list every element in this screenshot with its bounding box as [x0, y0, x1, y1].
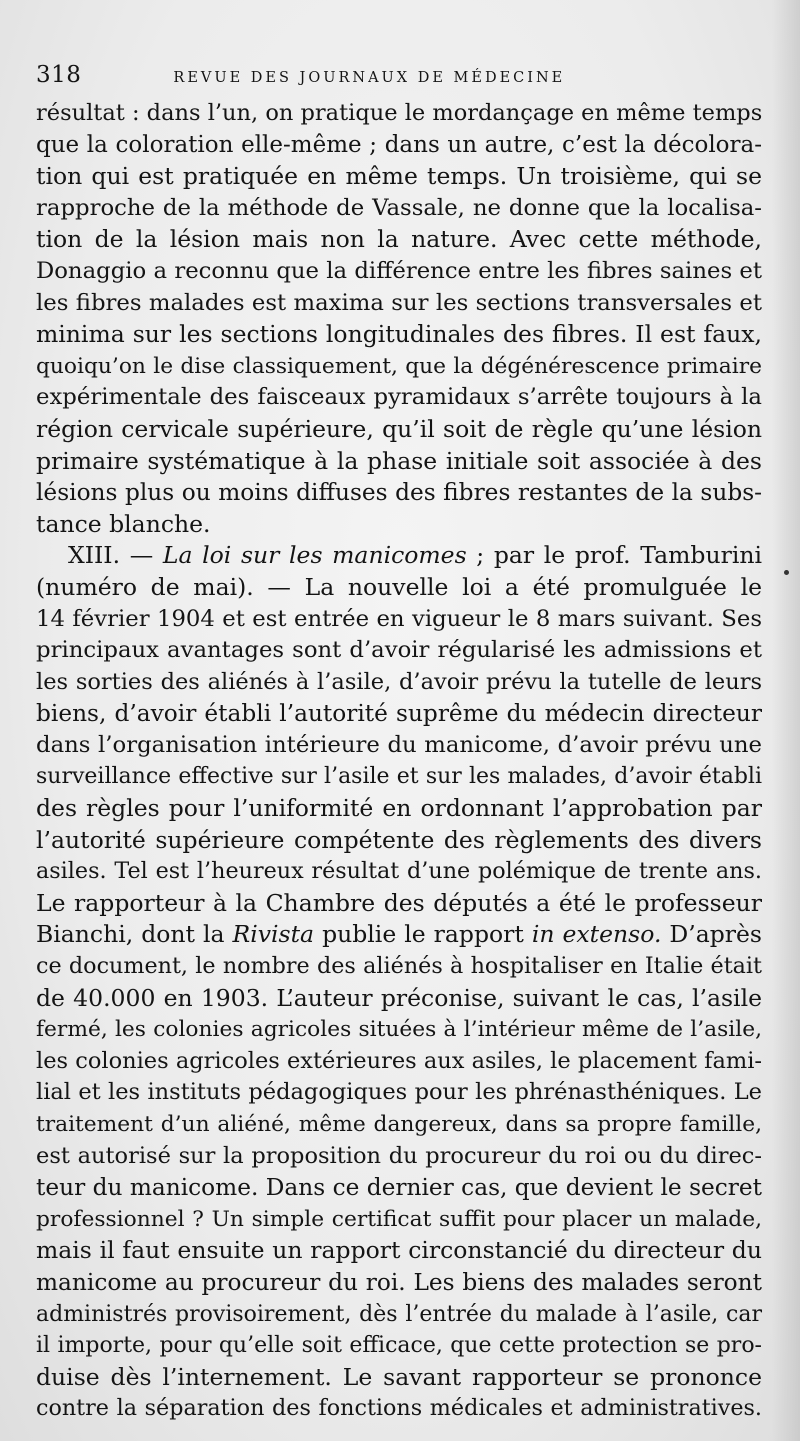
section-author: ; par le prof. Tamburini — [466, 541, 762, 570]
rivista-middle: publie le rapport — [314, 920, 532, 949]
text-line: professionnel ? Un simple certificat suffit pour placer un malade, — [36, 1206, 762, 1232]
text-line: traitement d’un aliéné, même dangereux, dans sa propre famille, — [36, 1112, 762, 1137]
text-line: surveillance effective sur l’asile et sur les malades, d’avoir établi — [36, 764, 762, 790]
text-line: tance blanche. — [36, 509, 211, 538]
text-line: que la coloration elle-même ; dans un autre, c’est la décolora- — [36, 131, 762, 158]
text-line: lésions plus ou moins diffuses des fibres restantes de la subs- — [36, 479, 762, 507]
text-line: administrés provisoirement, dès l’entrée du malade à l’asile, car — [36, 1301, 762, 1327]
text-line: fermé, les colonies agricoles situées à l’intérieur même de l’asile, — [36, 1017, 762, 1043]
text-line: les fibres malades est maxima sur les sections transversales et — [36, 289, 762, 316]
rivista-line — [36, 919, 762, 951]
text-line: tion de la lésion mais non la nature. Avec cette méthode, — [36, 225, 762, 254]
in-extenso: in extenso. — [531, 920, 662, 949]
text-line: teur du manicome. Dans ce dernier cas, que devient le secret — [36, 1174, 762, 1202]
text-line: les sorties des aliénés à l’asile, d’avoir prévu la tutelle de leurs — [36, 668, 762, 695]
text-line: les colonies agricoles extérieures aux asiles, le placement fami- — [36, 1047, 762, 1074]
text-line: contre la séparation des fonctions médicales et administratives. — [36, 1395, 762, 1422]
article-body — [36, 98, 762, 1425]
rivista-title: Rivista — [232, 920, 315, 949]
text-line: quoiqu’on le dise classiquement, que la dégénérescence primaire — [36, 353, 762, 379]
running-head: REVUE DES JOURNAUX DE MÉDECINE — [173, 70, 566, 86]
text-line: l’autorité supérieure compétente des règlements des divers — [36, 825, 762, 854]
page-edge-shadow — [772, 0, 800, 1441]
page-header — [36, 62, 760, 92]
text-line: expérimentale des faisceaux pyramidaux s’arrête toujours à la — [36, 384, 762, 411]
text-line: manicome au procureur du roi. Les biens des malades seront — [36, 1268, 762, 1296]
text-line: principaux avantages sont d’avoir régularisé les admissions et — [36, 637, 762, 664]
text-line: Donaggio a reconnu que la différence entre les fibres saines et — [36, 257, 762, 284]
text-line: il importe, pour qu’elle soit efficace, que cette protection se pro- — [36, 1333, 762, 1359]
text-line: 14 février 1904 et est entrée en vigueur le 8 mars suivant. Ses — [36, 605, 762, 632]
margin-mark — [784, 570, 789, 575]
text-line: (numéro de mai). — La nouvelle loi a été promulguée le — [36, 572, 762, 601]
text-line: dans l’organisation intérieure du manicome, d’avoir prévu une — [36, 731, 762, 758]
text-line: tion qui est pratiquée en même temps. Un troisième, qui se — [36, 162, 762, 191]
text-line: est autorisé sur la proposition du procureur du roi ou du direc- — [36, 1142, 762, 1169]
text-line: rapproche de la méthode de Vassale, ne donne que la localisa- — [36, 194, 762, 221]
text-line: Le rapporteur à la Chambre des députés a été le professeur — [36, 888, 762, 917]
text-line: biens, d’avoir établi l’autorité suprême du médecin directeur — [36, 700, 762, 728]
section-heading-line — [36, 540, 762, 572]
rivista-after: D’après — [661, 920, 762, 949]
section-dash: — — [120, 541, 163, 570]
text-line: ce document, le nombre des aliénés à hospitaliser en Italie était — [36, 953, 762, 980]
section-title: La loi sur les manicomes — [162, 541, 467, 570]
text-line: duise dès l’internement. Le savant rapporteur se prononce — [36, 1362, 762, 1391]
text-line: mais il faut ensuite un rapport circonstancié du directeur du — [36, 1236, 762, 1265]
text-line: des règles pour l’uniformité en ordonnant l’approbation par — [36, 794, 762, 823]
text-line: asiles. Tel est l’heureux résultat d’une polémique de trente ans. — [36, 858, 762, 885]
text-line: minima sur les sections longitudinales des fibres. Il est faux, — [36, 320, 762, 349]
page-number: 318 — [36, 62, 82, 88]
text-line: lial et les instituts pédagogiques pour les phrénasthéniques. Le — [36, 1079, 762, 1106]
text-line: résultat : dans l’un, on pratique le mordançage en même temps — [36, 100, 763, 126]
section-number: XIII. — [68, 541, 121, 570]
text-line: de 40.000 en 1903. L’auteur préconise, suivant le cas, l’asile — [36, 983, 762, 1012]
rivista-before: Bianchi, dont la — [36, 920, 233, 949]
text-line: région cervicale supérieure, qu’il soit de règle qu’une lésion — [36, 414, 762, 443]
text-line: primaire systématique à la phase initiale soit associée à des — [36, 446, 762, 475]
